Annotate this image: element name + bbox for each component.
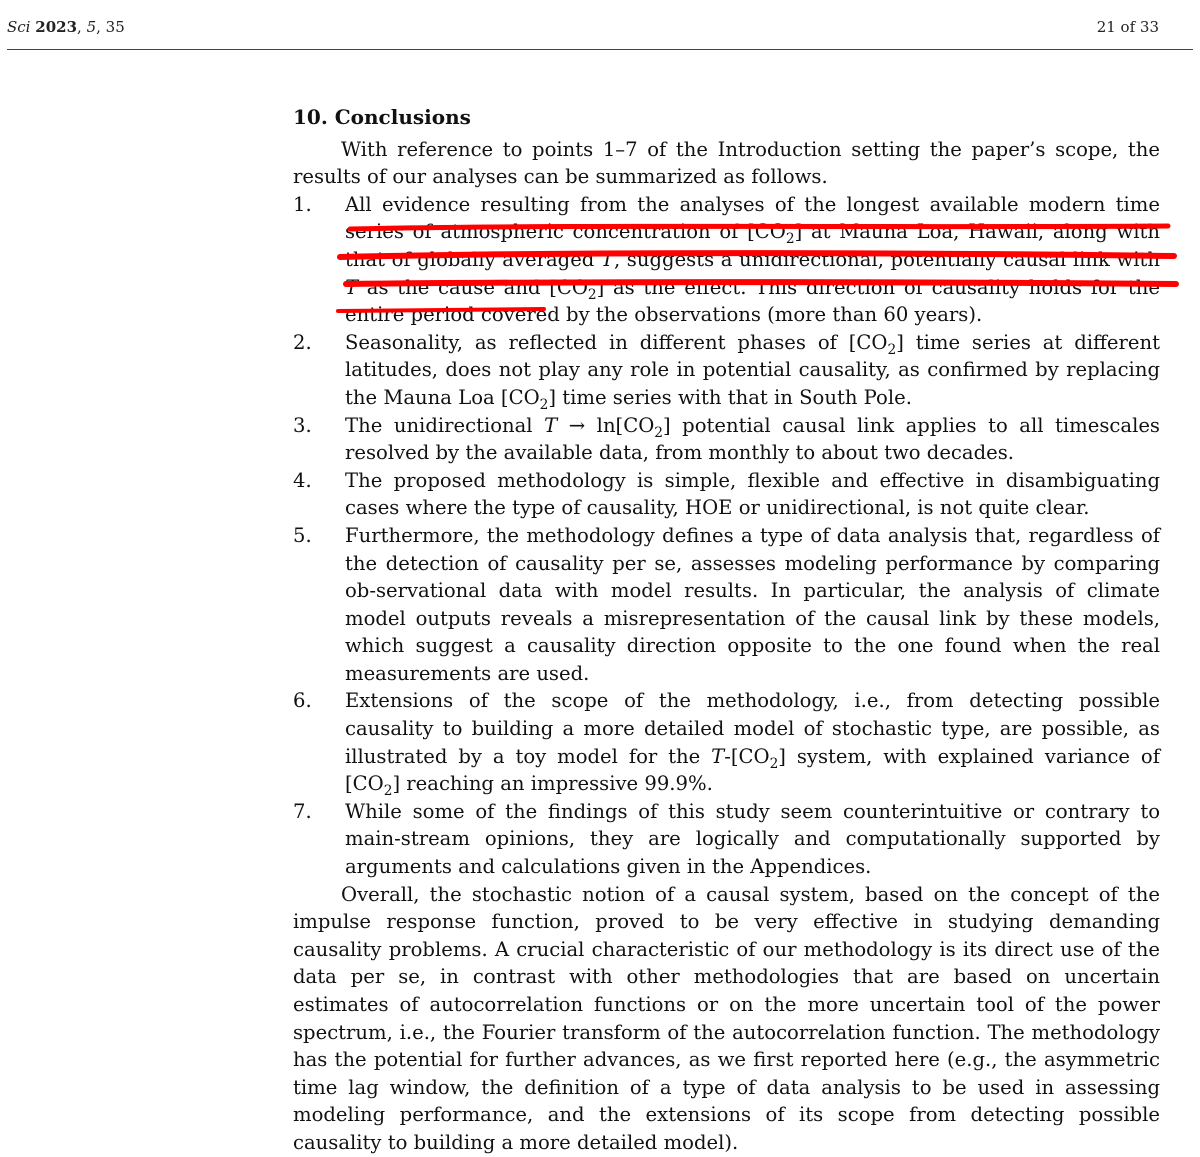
list-item	[293, 191, 1160, 329]
running-header	[7, 18, 1159, 40]
intro-paragraph: With reference to points 1–7 of the Introduction setting the paper’s scope, the results of our analyses can be summarized as follows.	[293, 137, 1160, 189]
list-text: Furthermore, the methodology defines a type of data analysis that, regardless of the detection of causality per se, assesses modeling performance by comparing ob-servational data with model results. In particular, the analysis of climate model outputs reveals a misrepresentation of the causal link by these models, which suggest a causality direction opposite to the one found when the real measurements are used.	[345, 523, 1160, 685]
section-heading: 10. Conclusions	[293, 105, 471, 129]
list-item	[293, 687, 1160, 800]
list-text: All evidence resulting from the analyses of the longest available modern time series of atmospheric concentration of $[CO_2]$ at Mauna Loa, Hawaii, along with that of globally averaged T, suggests a unidirectional, potentially causal link with T as the cause and $[CO_2]$ as the effect. This direction of causality holds for the entire period covered by the observations (more than 60 years).	[345, 192, 1160, 327]
list-item	[293, 467, 1160, 522]
list-text: While some of the findings of this study seem counterintuitive or contrary to main-stream opinions, they are logically and computationally supported by arguments and calculations given in the Appendices.	[345, 799, 1160, 879]
journal-volume: 5	[86, 18, 97, 36]
list-text: The unidirectional $T \to \ln[CO_2]$ potential causal link applies to all timescales resolved by the available data, from monthly to about two decades.	[345, 413, 1160, 465]
list-number: 2.	[293, 330, 312, 354]
list-item	[293, 522, 1160, 688]
list-number: 4.	[293, 468, 312, 492]
list-text: The proposed methodology is simple, flexible and effective in disambiguating cases where the type of causality, HOE or unidirectional, is not quite clear.	[345, 468, 1160, 520]
header-divider	[7, 49, 1193, 50]
article-number: 35	[105, 18, 125, 36]
list-number: 5.	[293, 523, 312, 547]
list-item	[293, 412, 1160, 467]
list-number: 3.	[293, 413, 312, 437]
journal-name: Sci	[7, 18, 31, 36]
list-text: Seasonality, as reflected in different phases of $[CO_2]$ time series at different latitudes, does not play any role in potential causality, as confirmed by replacing the Mauna Loa $[CO_2]$ time series with that in South Pole.	[345, 330, 1160, 413]
citation-line: Sci 2023, 5, 35	[7, 18, 125, 36]
list-item	[293, 329, 1160, 412]
findings-list	[293, 191, 1160, 881]
list-item	[293, 798, 1160, 881]
list-text: Extensions of the scope of the methodology, i.e., from detecting possible causality to building a more detailed model of stochastic type, are possible, as illustrated by a toy model for the $T-[CO_2]$ system, with explained variance of $[CO_2]$ reaching an impressive 99.9%.	[345, 689, 1160, 800]
list-number: 7.	[293, 799, 312, 823]
conclusions-section	[293, 104, 1160, 1157]
page-number: 21 of 33	[1096, 18, 1159, 36]
list-number: 6.	[293, 689, 312, 713]
list-number: 1.	[293, 192, 312, 216]
journal-year: 2023	[35, 18, 78, 36]
closing-paragraph: Overall, the stochastic notion of a causal system, based on the concept of the impulse response function, proved to be very effective in studying demanding causality problems. A crucial characteristic of our methodology is its direct use of the data per se, in contrast with other methodologies that are based on uncertain estimates of autocorrelation functions or on the more uncertain tool of the power spectrum, i.e., the Fourier transform of the autocorrelation function. The methodology has the potential for further advances, as we first reported here (e.g., the asymmetric time lag window, the definition of a type of data analysis to be used in assessing modeling performance, and the extensions of its scope from detecting possible causality to building a more detailed model).	[293, 882, 1160, 1154]
